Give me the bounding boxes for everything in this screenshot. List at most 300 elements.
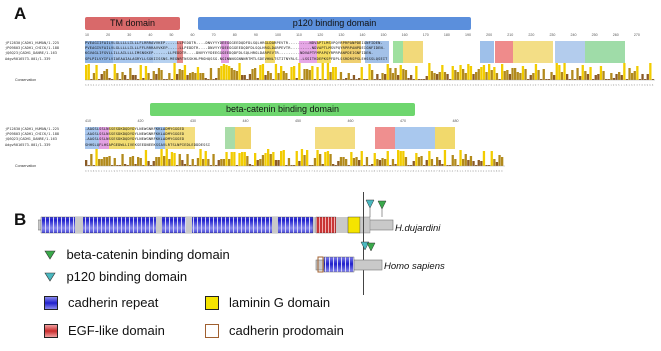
conservation-score: 4 (441, 84, 443, 87)
conservation-score: 6 (495, 84, 498, 87)
conservation-score: 7 (163, 170, 165, 173)
legend-egf-like (44, 323, 165, 338)
conservation-bar (114, 158, 116, 166)
conservation-score: 8 (428, 170, 430, 173)
conservation-score: 3 (170, 170, 173, 173)
conservation-bar (420, 156, 422, 166)
conservation-score: 5 (189, 84, 191, 87)
conservation-bar (358, 160, 360, 166)
conservation-bar (381, 158, 383, 166)
conservation-bar (114, 64, 116, 80)
conservation-bar (134, 164, 136, 166)
conservation-score: 0 (274, 170, 277, 173)
conservation-score: 9 (534, 84, 537, 87)
conservation-bar (153, 161, 155, 166)
conservation-score: 0 (98, 170, 100, 173)
conservation-score: 4 (456, 84, 459, 87)
conservation-score: 9 (300, 84, 303, 87)
conservation-bar (228, 159, 230, 166)
conservation-score: 2 (241, 84, 243, 87)
sequence-row: SPLPILVYIFLVIAEAAIALAGRYLLSGKIISSNS-MEGNRTNSSKHLPRGHQSSG-NGINNNSGNNNRTMTLSDEVHNLTSTITNYRLS--LSSITKDEPKSPFDPLSSRDRSPSLEHSSSLQSEIT (85, 56, 388, 61)
conservation-bar (220, 66, 222, 80)
conservation-bar (88, 64, 90, 80)
conservation-score: 7 (228, 170, 230, 173)
conservation-score: 0 (332, 170, 334, 173)
conservation-score: 7 (222, 84, 225, 87)
conservation-score: 2 (410, 170, 412, 173)
conservation-score: 8 (225, 84, 227, 87)
conservation-bar (186, 75, 188, 80)
conservation-score: 9 (256, 84, 259, 87)
conservation-score: 6 (363, 170, 365, 173)
conservation-bar (465, 154, 467, 166)
ruler-tick-label: 20 (106, 33, 111, 37)
conservation-bar (501, 64, 503, 80)
conservation-bar (361, 67, 363, 80)
conservation-bar (171, 152, 173, 166)
conservation-score: 4 (371, 170, 373, 173)
conservation-score: 0 (376, 84, 378, 87)
conservation-score: 5 (467, 84, 469, 87)
laminin-g-swatch (205, 296, 219, 310)
conservation-score: 5 (251, 170, 253, 173)
conservation-score: 2 (248, 170, 251, 173)
conservation-bar (228, 66, 230, 80)
conservation-bar (121, 154, 123, 166)
conservation-score: 7 (287, 170, 290, 173)
conservation-score: 3 (308, 170, 311, 173)
conservation-score: 1 (459, 170, 461, 173)
conservation-score: 7 (553, 84, 555, 87)
conservation-bar (496, 162, 498, 166)
conservation-score: 2 (241, 170, 243, 173)
conservation-score: 0 (298, 84, 300, 87)
conservation-bar (647, 74, 649, 80)
conservation-score: 8 (238, 84, 240, 87)
conservation-bar (446, 74, 448, 80)
ruler-tick-label: 410 (85, 119, 91, 123)
conservation-bar (332, 67, 334, 80)
conservation-score: 7 (579, 84, 581, 87)
ruler-tick-label: 40 (148, 33, 153, 37)
conservation-score: 2 (181, 84, 183, 87)
conservation-score: 7 (124, 84, 126, 87)
conservation-bar (628, 68, 630, 80)
ruler-1 (85, 33, 655, 39)
conservation-bar (340, 72, 342, 80)
conservation-score: 8 (371, 84, 373, 87)
conservation-score: 3 (508, 84, 511, 87)
conservation-score: 2 (560, 84, 563, 87)
conservation-score: 9 (90, 170, 92, 173)
legend-label: EGF-like domain (68, 323, 165, 338)
hdujardini-diagram (38, 196, 408, 236)
conservation-score: 8 (566, 84, 568, 87)
conservation-score: 7 (503, 84, 506, 87)
panel-a-label: A (14, 4, 27, 23)
conservation-bar (322, 63, 324, 80)
conservation-bar (550, 72, 552, 80)
conservation-score: 8 (238, 170, 240, 173)
ruler-tick-label: 140 (359, 33, 366, 37)
conservation-score: 4 (532, 84, 534, 87)
conservation-score: 1 (469, 170, 472, 173)
conservation-score: 0 (547, 84, 550, 87)
conservation-score: 9 (550, 84, 552, 87)
conservation-bar (121, 72, 123, 80)
conservation-bar (493, 67, 495, 80)
conservation-score: 6 (472, 170, 474, 173)
conservation-score: 1 (225, 170, 227, 173)
conservation-score: 2 (511, 84, 513, 87)
conservation-score: 8 (139, 170, 142, 173)
conservation-bar (389, 68, 391, 80)
conservation-score: 9 (501, 170, 503, 173)
conservation-score: 3 (147, 84, 149, 87)
conservation-score: 4 (235, 170, 238, 173)
conservation-bar (426, 160, 428, 166)
sequence-names-2 (5, 127, 59, 148)
conservation-bar (101, 74, 103, 80)
conservation-score: 8 (571, 84, 573, 87)
conservation-bar (306, 150, 308, 166)
seq-name: AdgvR016573.001/1-339 (5, 142, 51, 147)
conservation-bar (238, 63, 240, 80)
conservation-score: 5 (111, 84, 113, 87)
conservation-bar (210, 68, 212, 80)
conservation-bar (470, 156, 472, 166)
conservation-score: 1 (462, 170, 464, 173)
p120-marker (366, 200, 374, 208)
conservation-bar (400, 65, 402, 80)
conservation-bar (509, 74, 511, 80)
conservation-bar (140, 158, 142, 166)
conservation-bar (566, 74, 568, 80)
conservation-bar (431, 159, 433, 166)
conservation-score: 6 (129, 170, 131, 173)
conservation-score: 0 (85, 170, 87, 173)
beta-catenin-marker (378, 201, 386, 209)
conservation-bar (257, 160, 259, 166)
conservation-score: 0 (605, 84, 607, 87)
ruler-tick-label: 450 (295, 119, 301, 123)
conservation-label-1: Conservation (15, 78, 37, 82)
conservation-bar (225, 65, 227, 80)
conservation-bar (472, 74, 474, 80)
conservation-bar (168, 159, 170, 166)
conservation-score: 1 (610, 84, 612, 87)
conservation-bar (155, 74, 157, 80)
conservation-bar (491, 151, 493, 166)
conservation-bar (517, 72, 519, 80)
ruler-tick-label: 90 (253, 33, 258, 37)
conservation-score: 2 (246, 170, 248, 173)
conservation-score: 5 (157, 84, 160, 87)
conservation-score: 5 (139, 84, 142, 87)
conservation-bar (597, 74, 599, 80)
conservation-score: 4 (202, 84, 204, 87)
conservation-score: 3 (365, 84, 368, 87)
conservation-bar (392, 159, 394, 166)
conservation-bar (176, 74, 178, 80)
species-label-homo-sapiens: Homo sapiens (384, 261, 445, 272)
conservation-bar (553, 75, 555, 80)
conservation-bar (623, 63, 625, 80)
conservation-score: 7 (272, 170, 274, 173)
conservation-bar (290, 67, 292, 80)
conservation-score: 7 (337, 84, 339, 87)
conservation-score: 4 (516, 84, 519, 87)
conservation-bar (327, 151, 329, 166)
conservation-score: 8 (186, 170, 188, 173)
conservation-score: 8 (625, 84, 628, 87)
conservation-score: 6 (519, 84, 521, 87)
conservation-bar (488, 64, 490, 80)
conservation-score: 5 (121, 170, 123, 173)
conservation-bar (410, 75, 412, 80)
conservation-bar (361, 151, 363, 166)
conservation-score: 5 (207, 84, 209, 87)
conservation-bar (181, 70, 183, 80)
ruler-tick-label: 160 (401, 33, 408, 37)
conservation-bar (483, 151, 485, 166)
alignment-rows-2 (85, 127, 505, 149)
conservation-score: 6 (449, 84, 451, 87)
conservation-score: 3 (217, 84, 220, 87)
conservation-bar (142, 78, 144, 80)
p120-legend-icon (44, 272, 56, 282)
conservation-score: 8 (116, 84, 118, 87)
conservation-score: 4 (306, 84, 308, 87)
beta-catenin-legend-icon (44, 250, 56, 260)
conservation-score: 4 (347, 170, 350, 173)
conservation-score: 0 (170, 84, 173, 87)
conservation-bar (270, 73, 272, 80)
conservation-score: 3 (602, 84, 604, 87)
conservation-score: 3 (576, 84, 578, 87)
gap-segment (272, 217, 278, 233)
conservation-bar (285, 73, 287, 80)
ruler-tick-label: 70 (211, 33, 216, 37)
conservation-score: 9 (176, 84, 178, 87)
conservation-bar (311, 66, 313, 80)
conservation-score: 4 (303, 84, 305, 87)
conservation-bar (641, 74, 643, 80)
laminin-g-segment (348, 217, 360, 233)
conservation-score: 5 (186, 84, 188, 87)
conservation-score: 8 (259, 170, 261, 173)
beta-catenin-domain-label: beta-catenin binding domain (225, 104, 340, 114)
conservation-score: 8 (230, 84, 233, 87)
conservation-score: 0 (235, 84, 238, 87)
conservation-bar (173, 63, 175, 80)
conservation-bar (293, 66, 295, 80)
seq-name: AdgvR016573.001/1-339 (5, 56, 51, 61)
conservation-bar (254, 153, 256, 166)
conservation-bar (134, 75, 136, 80)
sequence-row: SHHSLQFLHSAPGEDWLLIVEKSEEDNEEKSSAVLRTSLNPIEDLEDDDESSI (85, 142, 211, 147)
conservation-bar (610, 73, 612, 80)
conservation-score: 2 (397, 170, 399, 173)
conservation-bar (563, 63, 565, 80)
conservation-score: 1 (423, 170, 425, 173)
conservation-bar (314, 158, 316, 166)
sequence-row: PVEAGIIFAILVLGLLLLLILLLFLRRRAVVKEP-----LLPEDDTR----DNVYYYDEEGGGEEDQDFDLSQLHRGLDARPEVTR---------NDVAPTLMSVPQYRPRPANPDEIGNFIDEN- (85, 41, 383, 45)
conservation-bar (371, 70, 373, 80)
conservation-score: 0 (475, 170, 477, 173)
conservation-bar (218, 160, 220, 166)
conservation-score: 1 (477, 170, 480, 173)
conservation-bar (303, 69, 305, 80)
ruler-tick-label: 440 (242, 119, 249, 123)
sequence-row: -AAGSLSSLNSSESDKDQDYDYLNEWGNRFKKLADMYGGGED (85, 127, 185, 131)
conservation-score: 9 (90, 84, 92, 87)
conservation-bar (277, 73, 279, 80)
conservation-bar (212, 154, 214, 166)
conservation-bar (415, 66, 417, 80)
conservation-bar (264, 75, 266, 80)
conservation-score: 1 (108, 84, 110, 87)
conservation-score: 9 (339, 84, 342, 87)
conservation-score: 5 (358, 84, 360, 87)
conservation-bar (179, 69, 181, 80)
conservation-score: 6 (342, 170, 344, 173)
conservation-score: 3 (194, 84, 196, 87)
conservation-bar (522, 66, 524, 80)
conservation-bar (459, 65, 461, 80)
conservation-score: 8 (446, 84, 448, 87)
conservation-score: 1 (620, 84, 623, 87)
conservation-score: 5 (150, 170, 152, 173)
conservation-score: 5 (178, 84, 181, 87)
conservation-score: 4 (527, 84, 529, 87)
conservation-bar (355, 157, 357, 166)
conservation-bar (95, 149, 97, 166)
conservation-score: 0 (212, 84, 214, 87)
conservation-score: 1 (300, 170, 303, 173)
conservation-bar (405, 70, 407, 80)
conservation-score: 6 (454, 84, 456, 87)
sequence-row: KGVAGLIFGVLLILLAILLLLIMSNSKEP------LLPEDDTR----DNVYYYDEEGGGEEDQDFDLSQLHRGLDARPEVTR---------NDVAPTFMPAPQYRPRPANPDEIGNFIDEN- (85, 51, 374, 56)
conservation-bar (392, 73, 394, 80)
conservation-score: 1 (332, 84, 334, 87)
conservation-bar (381, 73, 383, 80)
conservation-score: 3 (540, 84, 542, 87)
conservation-score: 9 (295, 170, 298, 173)
conservation-score: 2 (521, 84, 524, 87)
conservation-bar (137, 157, 139, 166)
conservation-bar (225, 152, 227, 166)
conservation-bar (249, 74, 251, 80)
conservation-bar (366, 157, 368, 166)
conservation-score: 1 (207, 170, 209, 173)
ruler-tick-label: 150 (380, 33, 387, 37)
legend-label: laminin G domain (229, 295, 331, 310)
seq-name: jQ6Q23|CADH1_DANRE/1-163 (5, 137, 57, 142)
conservation-bar (571, 70, 573, 80)
conservation-score: 6 (542, 84, 545, 87)
conservation-bar (579, 76, 581, 80)
conservation-score: 7 (233, 170, 235, 173)
conservation-score: 1 (493, 84, 495, 87)
conservation-score: 8 (412, 170, 415, 173)
conservation-bar (379, 160, 381, 166)
conservation-score: 9 (329, 170, 331, 173)
conservation-score: 4 (269, 84, 272, 87)
conservation-score: 1 (485, 84, 487, 87)
conservation-score: 2 (482, 170, 485, 173)
conservation-bar (470, 66, 472, 80)
conservation-score: 5 (261, 170, 264, 173)
conservation-score: 5 (381, 170, 383, 173)
ruler-tick-label: 260 (612, 33, 619, 37)
conservation-bar (241, 152, 243, 166)
conservation-bar (467, 160, 469, 166)
conservation-bar (103, 157, 105, 166)
conservation-score: 8 (407, 84, 409, 87)
conservation-bar (309, 70, 311, 80)
conservation-score: 4 (274, 84, 277, 87)
conservation-score: 8 (651, 84, 654, 87)
conservation-bar (244, 75, 246, 80)
conservation-bar (186, 154, 188, 166)
legend-p120 (44, 268, 187, 286)
conservation-bar (514, 68, 516, 80)
conservation-score: 4 (282, 84, 285, 87)
conservation-score: 0 (129, 84, 131, 87)
seq-name: jQ6Q23|CADH1_DANRE/1-163 (5, 51, 57, 56)
conservation-bar (491, 70, 493, 80)
conservation-score: 2 (391, 84, 394, 87)
conservation-bar (524, 69, 526, 80)
sequence-row: -AAGSLSSLNSSESDKDQDYDYLNEWGNRFKKLADMYGGGED (85, 132, 185, 137)
conservation-score: 1 (628, 84, 630, 87)
conservation-score: 8 (555, 84, 558, 87)
conservation-score: 4 (295, 84, 298, 87)
conservation-score: 2 (368, 170, 370, 173)
conservation-score: 2 (459, 84, 461, 87)
conservation-bar (184, 65, 186, 80)
conservation-histogram-1 (85, 63, 655, 91)
conservation-score: 1 (243, 84, 246, 87)
conservation-score: 7 (342, 84, 344, 87)
ruler-tick-label: 460 (347, 119, 354, 123)
conservation-score: 7 (545, 84, 547, 87)
conservation-score: 7 (402, 170, 404, 173)
conservation-score: 0 (410, 84, 412, 87)
conservation-score: 9 (334, 84, 337, 87)
ruler-tick-label: 170 (422, 33, 429, 37)
conservation-score: 5 (618, 84, 620, 87)
conservation-score: 1 (220, 170, 222, 173)
conservation-bar (259, 65, 261, 80)
conservation-score: 7 (438, 84, 441, 87)
conservation-score: 9 (147, 170, 149, 173)
ruler-2 (85, 119, 505, 125)
conservation-bar (519, 73, 521, 80)
conservation-score: 2 (415, 170, 417, 173)
gap-segment (75, 217, 83, 233)
conservation-score: 1 (152, 84, 155, 87)
conservation-score: 3 (563, 84, 565, 87)
conservation-bar (602, 71, 604, 80)
gap-segment (156, 217, 162, 233)
conservation-bar (634, 71, 636, 80)
conservation-bar (329, 154, 331, 166)
conservation-bar (275, 160, 277, 166)
tm-domain-bar (85, 17, 180, 30)
conservation-score: 9 (95, 170, 97, 173)
